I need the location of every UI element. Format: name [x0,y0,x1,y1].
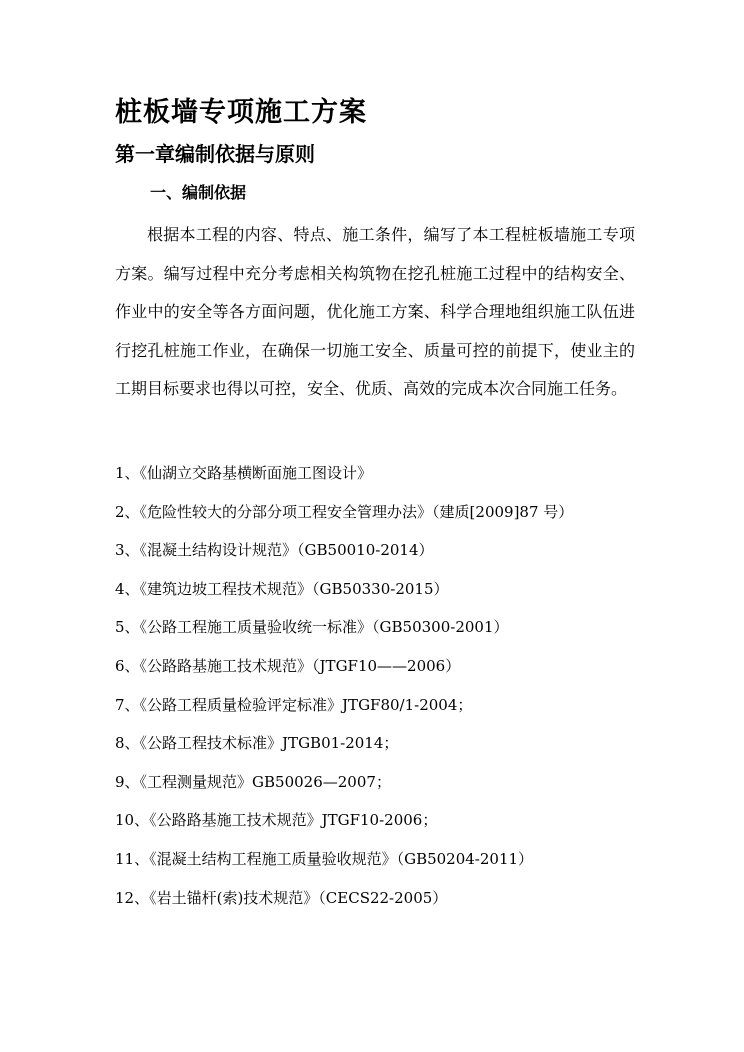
reference-list [115,454,655,917]
reference-item-8: 8、《公路工程技术标准》JTGB01-2014； [115,734,399,753]
reference-item-3: 3、《混凝土结构设计规范》（GB50010-2014） [115,541,434,560]
reference-item-2: 2、《危险性较大的分部分项工程安全管理办法》（建质[2009]87 号） [115,502,574,521]
section-heading: 一、编制依据 [150,183,247,202]
reference-item-10: 10、《公路路基施工技术规范》JTGF10-2006； [115,811,438,830]
reference-item-11: 11、《混凝土结构工程施工质量验收规范》（GB50204-2011） [115,849,534,868]
reference-item-1: 1、《仙湖立交路基横断面施工图设计》 [115,464,373,482]
reference-item-5: 5、《公路工程施工质量验收统一标准》（GB50300-2001） [115,618,509,637]
document-title: 桩板墙专项施工方案 [115,97,367,128]
chapter-heading: 第一章编制依据与原则 [115,142,315,166]
body-paragraph: 根据本工程的内容、特点、施工条件，编写了本工程桩板墙施工专项方案。编写过程中充分考虑相关构筑物在挖孔桩施工过程中的结构安全、作业中的安全等各方面问题，优化施工方案、科学合理地组织施工队伍进行挖孔桩施工作业，在确保一切施工安全、质量可控的前提下，使业主的工期目标要求也得以可控，安全、优质、高效的完成本次合同施工任务。 [115,225,635,398]
reference-item-7: 7、《公路工程质量检验评定标准》JTGF80/1-2004； [115,695,473,714]
reference-item-6: 6、《公路路基施工技术规范》（JTGF10——2006） [115,656,461,675]
reference-item-9: 9、《工程测量规范》GB50026—2007； [115,772,391,791]
reference-item-12: 12、《岩土锚杆(索)技术规范》（CECS22-2005） [115,888,448,907]
reference-item-4: 4、《建筑边坡工程技术规范》（GB50330-2015） [115,579,449,598]
